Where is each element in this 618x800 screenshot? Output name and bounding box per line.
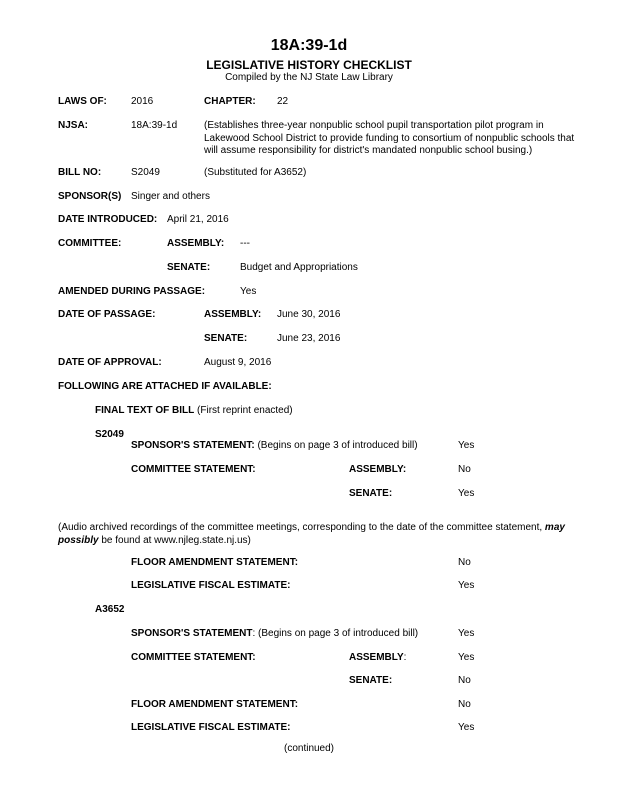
a3652-assembly-label: ASSEMBLY	[349, 652, 404, 663]
date-introduced-value: April 21, 2016	[167, 214, 229, 225]
a3652-floor-amendment-value: No	[458, 699, 471, 710]
passage-assembly-label: ASSEMBLY:	[204, 309, 262, 320]
a3652-sponsor-statement-value: Yes	[458, 628, 475, 639]
s2049-sponsor-statement-value: Yes	[458, 440, 475, 451]
njsa-label: NJSA:	[58, 120, 89, 131]
s2049-label: S2049	[95, 429, 124, 440]
committee-senate-value: Budget and Appropriations	[240, 262, 358, 273]
a3652-committee-statement-label: COMMITTEE STATEMENT:	[131, 652, 256, 663]
audio-note-emphasis: may possibly	[58, 522, 565, 546]
date-of-approval-value: August 9, 2016	[204, 357, 272, 368]
audio-note-text-1: (Audio archived recordings of the committee meetings, corresponding to the date of the committee statement,	[58, 522, 543, 533]
audio-note-text-2: be found at www.njleg.state.nj.us)	[101, 534, 251, 546]
s2049-sponsor-statement	[131, 440, 418, 451]
continued-note: (continued)	[283, 743, 335, 754]
bill-no-note: (Substituted for A3652)	[204, 167, 307, 178]
amended-value: Yes	[240, 286, 257, 297]
s2049-committee-statement-label: COMMITTEE STATEMENT:	[131, 464, 256, 475]
s2049-assembly-value: No	[458, 464, 471, 475]
committee-assembly-value: ---	[240, 238, 250, 249]
a3652-assembly	[349, 652, 406, 663]
audio-note	[58, 522, 606, 547]
njsa-value: 18A:39-1d	[131, 120, 178, 131]
a3652-floor-amendment-label: FLOOR AMENDMENT STATEMENT:	[131, 699, 299, 710]
page-title: 18A:39-1d	[270, 37, 348, 54]
chapter-value: 22	[277, 96, 289, 107]
committee-label: COMMITTEE:	[58, 238, 122, 249]
final-text-label: FINAL TEXT OF BILL	[95, 405, 195, 416]
amended-label: AMENDED DURING PASSAGE:	[58, 286, 206, 297]
a3652-fiscal-estimate-value: Yes	[458, 722, 475, 733]
a3652-assembly-value: Yes	[458, 652, 475, 663]
bill-no-label: BILL NO:	[58, 167, 102, 178]
a3652-assembly-colon: :	[403, 652, 407, 663]
date-introduced-label: DATE INTRODUCED:	[58, 214, 158, 225]
date-of-approval-label: DATE OF APPROVAL:	[58, 357, 162, 368]
s2049-fiscal-estimate-label: LEGISLATIVE FISCAL ESTIMATE:	[131, 580, 291, 591]
s2049-senate-label: SENATE:	[349, 488, 393, 499]
a3652-senate-value: No	[458, 675, 471, 686]
compiled-by: Compiled by the NJ State Law Library	[225, 72, 393, 83]
s2049-sponsor-statement-label: SPONSOR'S STATEMENT:	[131, 440, 255, 451]
s2049-sponsor-statement-note: (Begins on page 3 of introduced bill)	[257, 440, 418, 451]
a3652-fiscal-estimate-label: LEGISLATIVE FISCAL ESTIMATE:	[131, 722, 291, 733]
laws-of-value: 2016	[131, 96, 154, 107]
a3652-sponsor-statement	[131, 628, 418, 639]
njsa-description: (Establishes three-year nonpublic school pupil transportation pilot program in Lakewood School District to provide funding to consortium of nonpublic schools that will assume responsibility for district's mandated nonpublic school busing.)	[204, 120, 575, 156]
chapter-label: CHAPTER:	[204, 96, 256, 107]
page-subtitle: LEGISLATIVE HISTORY CHECKLIST	[206, 58, 412, 72]
sponsors-label: SPONSOR(S)	[58, 191, 122, 202]
s2049-senate-value: Yes	[458, 488, 475, 499]
sponsors-value: Singer and others	[131, 191, 210, 202]
date-of-passage-label: DATE OF PASSAGE:	[58, 309, 156, 320]
passage-senate-value: June 23, 2016	[277, 333, 341, 344]
a3652-sponsor-statement-label: SPONSOR'S STATEMENT	[131, 628, 253, 639]
s2049-fiscal-estimate-value: Yes	[458, 580, 475, 591]
passage-assembly-value: June 30, 2016	[277, 309, 341, 320]
laws-of-label: LAWS OF:	[58, 96, 107, 107]
passage-senate-label: SENATE:	[204, 333, 248, 344]
bill-no-value: S2049	[131, 167, 160, 178]
committee-assembly-label: ASSEMBLY:	[167, 238, 225, 249]
s2049-floor-amendment-label: FLOOR AMENDMENT STATEMENT:	[131, 557, 299, 568]
s2049-assembly-label: ASSEMBLY:	[349, 464, 407, 475]
final-text-note: (First reprint enacted)	[197, 405, 293, 416]
committee-senate-label: SENATE:	[167, 262, 211, 273]
s2049-floor-amendment-value: No	[458, 557, 471, 568]
final-text	[95, 405, 293, 416]
a3652-label: A3652	[95, 604, 125, 615]
a3652-senate-label: SENATE:	[349, 675, 393, 686]
attached-heading: FOLLOWING ARE ATTACHED IF AVAILABLE:	[58, 381, 272, 392]
a3652-sponsor-statement-note: : (Begins on page 3 of introduced bill)	[252, 628, 419, 639]
